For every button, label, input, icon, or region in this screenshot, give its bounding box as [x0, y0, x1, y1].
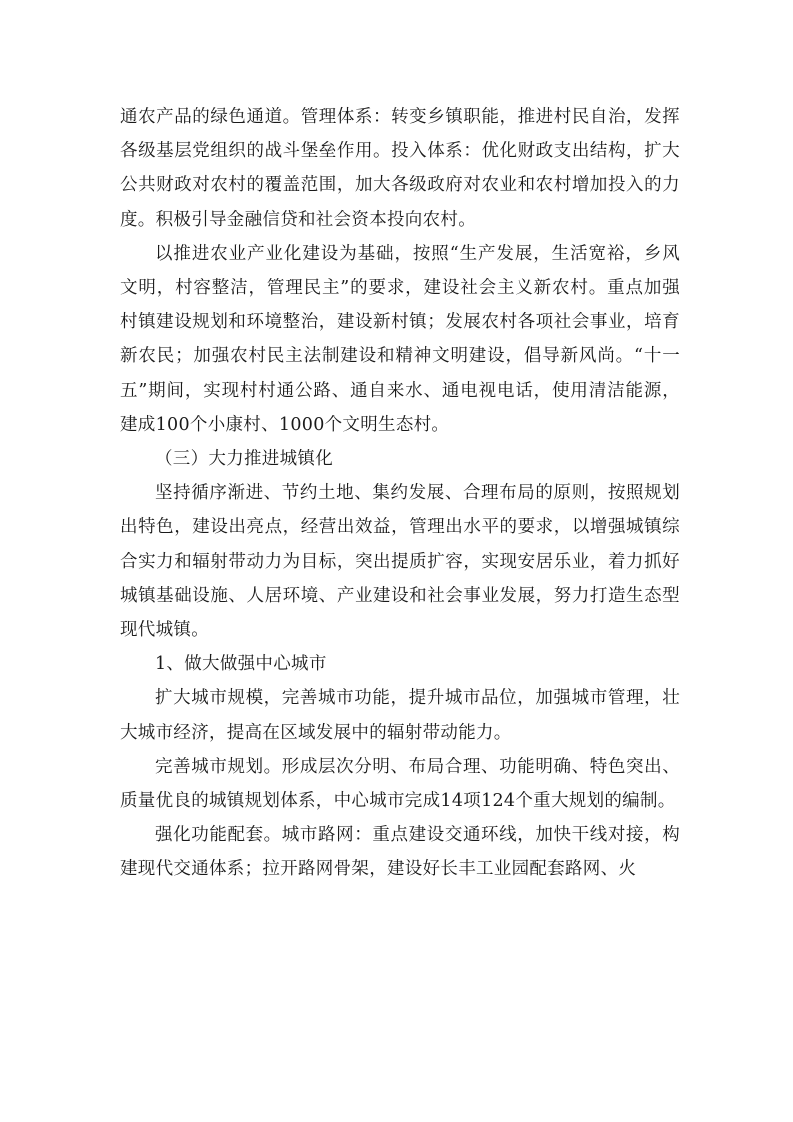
section-heading-urbanization: （三）大力推进城镇化 [155, 449, 333, 470]
paragraph-6: 强化功能配套。城市路网：重点建设交通环线，加快干线对接，构建现代交通体系；拉开路网骨架，建设好长丰工业园配套路网、火 [120, 825, 680, 880]
paragraph-1: 通农产品的绿色通道。管理体系：转变乡镇职能，推进村民自治，发挥各级基层党组织的战斗堡垒作用。投入体系：优化财政支出结构，扩大公共财政对农村的覆盖范围，加大各级政府对农业和农村增加投入的力度。积极引导金融信贷和社会资本投向农村。 [120, 107, 680, 230]
subheading-central-city: 1、做大做强中心城市 [155, 654, 327, 675]
document-body [120, 100, 680, 887]
paragraph-5: 完善城市规划。形成层次分明、布局合理、功能明确、特色突出、质量优良的城镇规划体系，中心城市完成14项124个重大规划的编制。 [120, 756, 680, 812]
paragraph-2: 以推进农业产业化建设为基础，按照“生产发展，生活宽裕，乡风文明，村容整洁，管理民主”的要求，建设社会主义新农村。重点加强村镇建设规划和环境整治，建设新村镇；发展农村各项社会事业，培育新农民；加强农村民主法制建设和精神文明建设，倡导新风尚。“十一五”期间，实现村村通公路、通自来水、通电视电话，使用清洁能源，建成100个小康村、1000个文明生态村。 [120, 243, 680, 435]
paragraph-3: 坚持循序渐进、节约土地、集约发展、合理布局的原则，按照规划出特色，建设出亮点，经营出效益，管理出水平的要求，以增强城镇综合实力和辐射带动力为目标，突出提质扩容，实现安居乐业，着力抓好城镇基础设施、人居环境、产业建设和社会事业发展，努力打造生态型现代城镇。 [120, 483, 680, 641]
paragraph-4: 扩大城市规模，完善城市功能，提升城市品位，加强城市管理，壮大城市经济，提高在区域发展中的辐射带动能力。 [120, 688, 680, 743]
